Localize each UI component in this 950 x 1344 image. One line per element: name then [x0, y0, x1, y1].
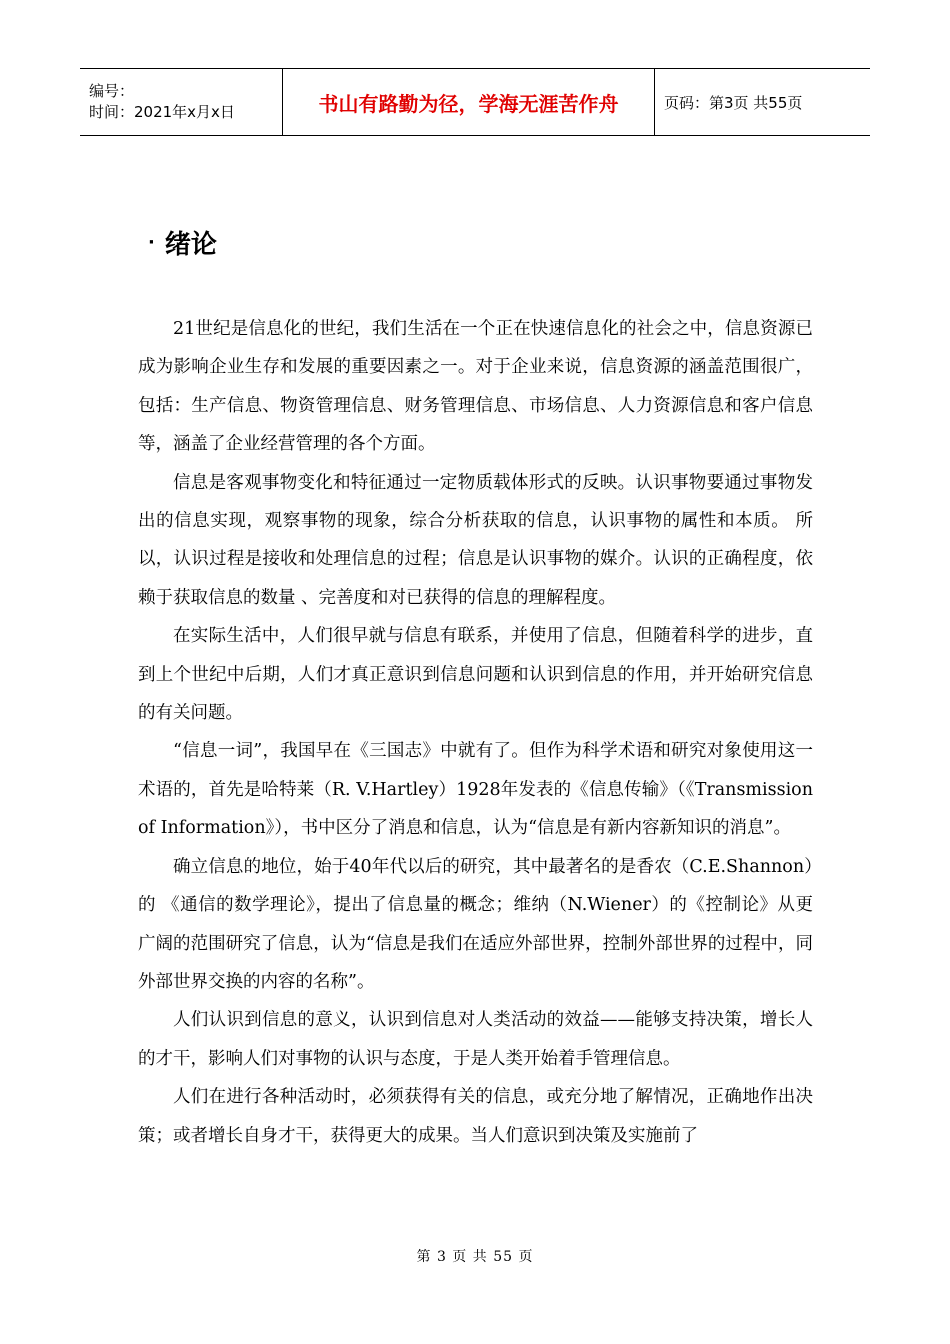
bullet-icon: ·: [148, 232, 155, 253]
paragraph: 21世纪是信息化的世纪，我们生活在一个正在快速信息化的社会之中，信息资源已成为影响企业生存和发展的重要因素之一。对于企业来说，信息资源的涵盖范围很广，包括：生产信息、物资管理信息、财务管理信息、市场信息、人力资源信息和客户信息等，涵盖了企业经营管理的各个方面。: [138, 319, 813, 455]
header-meta: [80, 69, 282, 135]
paragraph: 人们在进行各种活动时，必须获得有关的信息，或充分地了解情况，正确地作出决策；或者增长自身才干，获得更大的成果。当人们意识到决策及实施前了: [138, 1087, 813, 1146]
document-header: [80, 68, 870, 136]
header-motto: 书山有路勤为径，学海无涯苦作舟: [282, 69, 655, 135]
page-footer: 第 3 页 共 55 页: [416, 1249, 534, 1265]
paragraph: 在实际生活中，人们很早就与信息有联系，并使用了信息，但随着科学的进步，直到上个世纪中后期，人们才真正意识到信息问题和认识到信息的作用，并开始研究信息的有关问题。: [138, 626, 813, 724]
section-title: 绪论: [164, 230, 217, 260]
body-text: [138, 310, 813, 1155]
number-label: 编号：: [89, 82, 135, 100]
paragraph: 人们认识到信息的意义，认识到信息对人类活动的效益——能够支持决策，增长人的才干，影响人们对事物的认识与态度，于是人类开始着手管理信息。: [138, 1010, 813, 1069]
header-page-info: 页码：第3页 共55页: [664, 93, 803, 112]
time-label: 时间：2021年x月x日: [89, 103, 235, 121]
section-heading: [148, 224, 217, 261]
paragraph: 确立信息的地位，始于40年代以后的研究，其中最著名的是香农（C.E.Shannon）的 《通信的数学理论》，提出了信息量的概念；维纳（N.Wiener）的《控制论》从更广阔的范围研究了信息，认为“信息是我们在适应外部世界，控制外部世界的过程中，同外部世界交换的内容的名称”。: [138, 856, 813, 992]
paragraph: “信息一词”，我国早在《三国志》中就有了。但作为科学术语和研究对象使用这一术语的，首先是哈特莱（R. V.Hartley）1928年发表的《信息传输》（《Transmission of Information》），书中区分了消息和信息，认为“信息是有新内容新知识的消息”。: [138, 741, 813, 839]
paragraph: 信息是客观事物变化和特征通过一定物质载体形式的反映。认识事物要通过事物发出的信息实现，观察事物的现象，综合分析获取的信息，认识事物的属性和本质。 所以，认识过程是接收和处理信息的过程；信息是认识事物的媒介。认识的正确程度，依赖于获取信息的数量 、完善度和对已获得的信息的理解程度。: [138, 472, 813, 608]
